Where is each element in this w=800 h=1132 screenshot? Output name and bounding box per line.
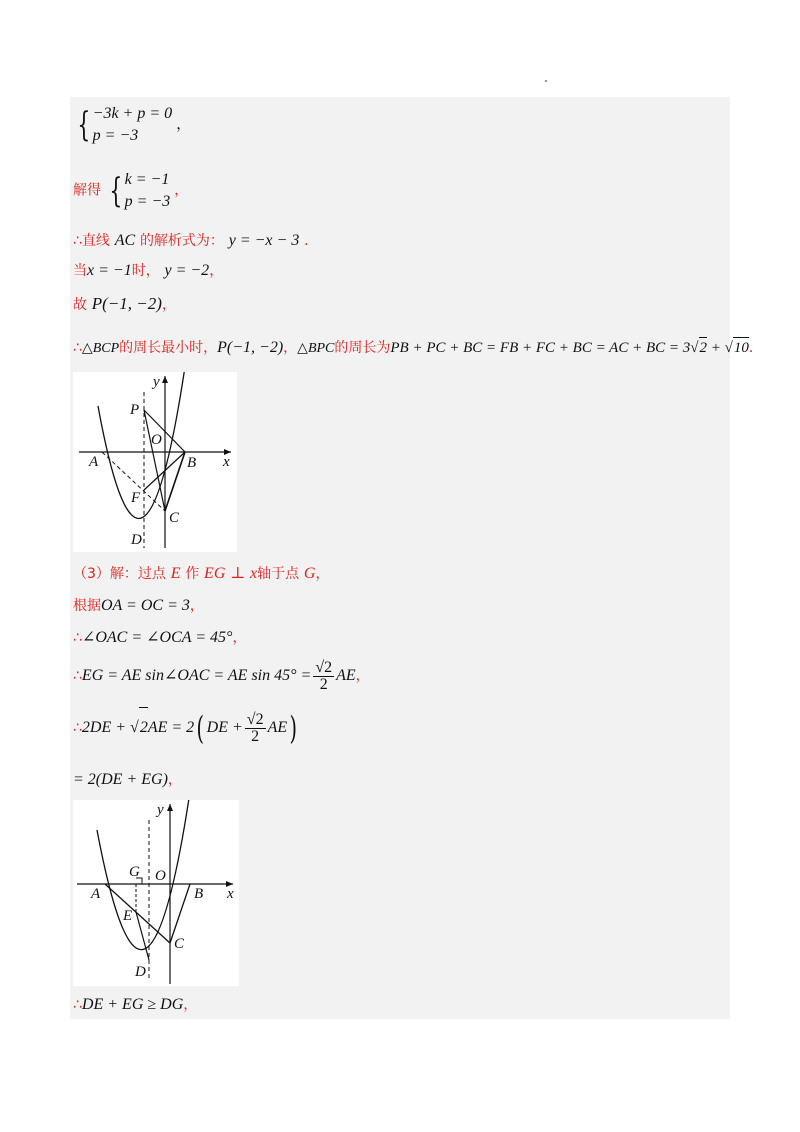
system1-eq1: −3k + p = 0 xyxy=(92,105,173,122)
when-x-prefix: 当 xyxy=(73,263,87,279)
system1-tail: ， xyxy=(176,114,192,133)
according-eq: OA = OC = 3 xyxy=(101,597,190,614)
eg-statement xyxy=(73,657,370,694)
equation-system-1 xyxy=(73,103,191,147)
when-x-statement xyxy=(73,260,223,281)
label-x: x xyxy=(223,454,230,470)
point-p-prefix: 故 xyxy=(73,297,87,313)
system2-tail: ， xyxy=(174,182,189,199)
min-tail: ． xyxy=(748,340,763,356)
segment-ac xyxy=(105,884,170,943)
final-eq: DE + EG ≥ DG xyxy=(81,996,184,1013)
when-x-mid: 时， xyxy=(131,263,160,279)
part3-mid2: 轴于点 xyxy=(257,566,300,582)
part3-point-g: G xyxy=(303,565,316,582)
angle-prefix: ∴ xyxy=(73,630,82,646)
when-x-cond: x = −1 xyxy=(87,262,132,279)
sum-frac-den: 2 xyxy=(251,727,260,745)
sum-left: 2DE + xyxy=(81,719,131,736)
system2-eq2: p = −3 xyxy=(124,193,171,210)
label-d: D xyxy=(131,532,142,548)
plus-sign: + xyxy=(707,340,725,356)
eq2-statement xyxy=(73,769,182,790)
label-c: C xyxy=(169,510,180,526)
part3-x: x xyxy=(249,565,258,582)
line-ac-statement xyxy=(73,230,318,251)
final-prefix: ∴ xyxy=(73,997,82,1013)
min-mid1: 的周长最小时， xyxy=(119,340,218,356)
label-y: y xyxy=(153,374,160,390)
page-marker-dot xyxy=(545,80,547,82)
label-g: G xyxy=(129,864,140,880)
point-p-value: P(−1, −2) xyxy=(91,294,162,313)
perimeter-expression: PB + PC + BC = FB + FC + BC = AC + BC = 3 xyxy=(390,340,691,356)
min-perimeter-statement: ∴△BCP的周长最小时，P(−1, −2)，△BPC的周长为PB + PC + BC = FB + FC + BC = AC + BC = 3√2 + √10． xyxy=(73,339,763,356)
eg-eq: EG = AE sin∠OAC = AE sin 45° = xyxy=(81,667,312,684)
solution-content xyxy=(70,97,763,1019)
eg-after: AE xyxy=(336,667,356,684)
label-o: O xyxy=(151,432,162,448)
label-f: F xyxy=(131,490,141,506)
triangle-bpc: △BPC xyxy=(297,341,335,356)
left-brace: { xyxy=(77,105,91,145)
parabola-curve xyxy=(98,372,186,518)
sum-radicand: 2 xyxy=(139,707,148,748)
label-a: A xyxy=(89,454,99,470)
angle-tail: ， xyxy=(232,630,247,646)
label-o: O xyxy=(155,868,166,884)
part3-perp: ⊥ xyxy=(230,565,246,582)
when-x-tail: ， xyxy=(209,263,224,279)
label-e: E xyxy=(123,908,133,924)
part3-mid: 作 xyxy=(185,566,200,582)
line-ac-name: AC xyxy=(114,232,136,249)
label-a: A xyxy=(91,886,101,902)
system1-eq2: p = −3 xyxy=(92,127,139,144)
parabola-curve xyxy=(97,800,191,950)
segment-de xyxy=(136,912,149,960)
system2-eq1: k = −1 xyxy=(124,171,170,188)
part3-eg: EG xyxy=(204,565,226,582)
equation-system-2 xyxy=(73,169,188,213)
sum-prefix: ∴ xyxy=(73,720,82,736)
part3-statement xyxy=(73,563,329,584)
eg-frac-num: √2 xyxy=(315,658,333,676)
angle-statement xyxy=(73,627,246,648)
min-mid2: 的周长为 xyxy=(334,340,391,356)
point-p-statement xyxy=(73,294,176,315)
line-ac-prefix: ∴直线 xyxy=(73,233,110,249)
part3-prefix: （3）解：过点 xyxy=(73,566,166,582)
sum-frac-num: √2 xyxy=(246,710,264,728)
when-x-result: y = −2 xyxy=(164,262,210,279)
segment-pc xyxy=(144,410,165,511)
angle-eq: ∠OAC = ∠OCA = 45° xyxy=(81,629,233,646)
figure-1-graph xyxy=(73,372,237,552)
part3-tail: ， xyxy=(315,566,330,582)
label-b: B xyxy=(187,455,197,471)
final-tail: ， xyxy=(183,997,198,1013)
line-ac-mid: 的解析式为： xyxy=(139,233,224,249)
eg-frac-den: 2 xyxy=(319,675,328,693)
sum-statement: ∴2DE + √2AE = 2( DE + $\frac{√2}{2}$ AE) xyxy=(73,707,300,748)
eq2-expr: = 2(DE + EG) xyxy=(73,771,168,788)
radicand-10: 10 xyxy=(733,337,749,358)
min-prefix: ∴ xyxy=(73,340,82,356)
figure-1 xyxy=(73,372,237,552)
according-prefix: 根据 xyxy=(73,598,101,614)
label-c: C xyxy=(174,936,185,952)
system2-prefix: 解得 xyxy=(73,182,101,199)
min-point-p: P(−1, −2) xyxy=(217,339,284,356)
triangle-bcp: △BCP xyxy=(81,341,120,356)
label-p: P xyxy=(130,402,140,418)
label-b: B xyxy=(194,886,204,902)
sum-in1: DE + xyxy=(206,719,243,736)
left-brace: { xyxy=(109,171,123,211)
sum-in2: AE xyxy=(267,719,288,736)
label-y: y xyxy=(157,802,164,818)
y-axis-arrow-icon xyxy=(162,376,168,383)
label-d: D xyxy=(135,964,146,980)
line-ac-formula: y = −x − 3 xyxy=(228,232,300,249)
radicand-2: 2 xyxy=(699,337,708,358)
according-tail: ， xyxy=(189,598,204,614)
segment-bc xyxy=(170,884,190,943)
figure-2-graph xyxy=(73,800,239,986)
eq2-tail: ， xyxy=(167,772,182,788)
part3-point-e: E xyxy=(170,565,181,582)
eg-prefix: ∴ xyxy=(73,668,82,684)
min-comma: ， xyxy=(283,340,298,356)
according-statement xyxy=(73,595,204,616)
y-axis-arrow-icon xyxy=(167,804,173,811)
final-statement xyxy=(73,994,197,1015)
sum-mid: AE = 2 xyxy=(147,719,195,736)
line-ac-tail: ． xyxy=(304,233,319,249)
label-x: x xyxy=(227,886,234,902)
figure-2 xyxy=(73,800,239,986)
point-p-tail: ， xyxy=(161,297,176,313)
eg-tail: ， xyxy=(355,668,370,684)
